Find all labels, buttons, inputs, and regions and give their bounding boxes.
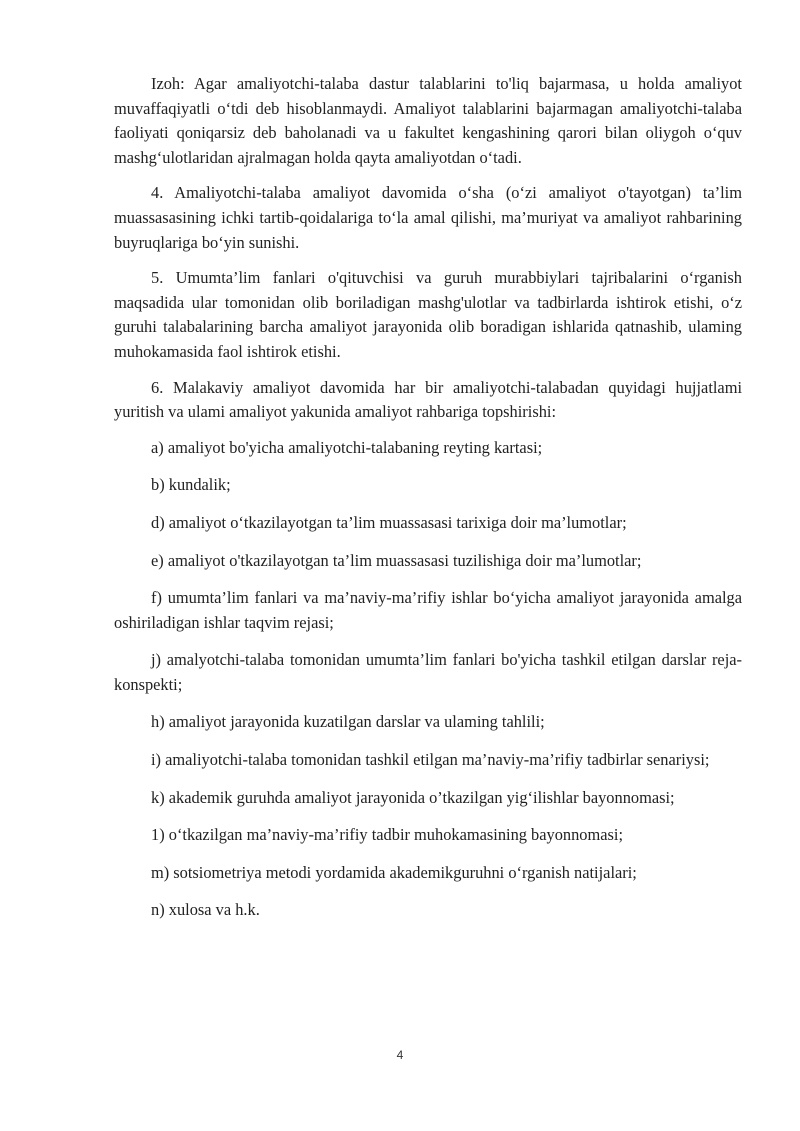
list-item-f: f) umumta’lim fanlari va ma’naviy-ma’rifiy ishlar bo‘yicha amaliyot jarayonida amalga oshiriladigan ishlar taqvim rejasi; — [114, 588, 742, 632]
list-item-m: m) sotsiometriya metodi yordamida akademikguruhni o‘rganish natijalari; — [151, 862, 637, 882]
document-page — [114, 72, 742, 936]
list-item-i: i) amaliyotchi-talaba tomonidan tashkil etilgan ma’naviy-ma’rifiy tadbirlar senariysi; — [151, 750, 710, 770]
page-number: 4 — [396, 1048, 404, 1062]
paragraph-4: 4. Amaliyotchi-talaba amaliyot davomida o‘sha (o‘zi amaliyot o'tayotgan) ta’lim muassasasining ichki tartib-qoidalariga to‘la amal qilishi, ma’muriyat va amaliyot rahbarining buyruqlariga bo‘yin sunishi. — [114, 183, 742, 252]
list-item-a: a) amaliyot bo'yicha amaliyotchi-talabaning reyting kartasi; — [151, 437, 543, 457]
note-paragraph: Izoh: Agar amaliyotchi-talaba dastur talablarini to'liq bajarmasa, u holda amaliyot muvaffaqiyatli o‘tdi deb hisoblanmaydi. Amaliyot talablarini bajarmagan amaliyotchi-talaba faoliyati qoniqarsiz deb baholanadi va u fakultet kengashining qarori bilan oliygoh o‘quv mashg‘ulotlaridan ajralmagan holda qayta amaliyotdan o‘tadi. — [114, 74, 742, 167]
list-item-d: d) amaliyot o‘tkazilayotgan ta’lim muassasasi tarixiga doir ma’lumotlar; — [151, 512, 627, 532]
list-item-j: j) amalyotchi-talaba tomonidan umumta’lim fanlari bo'yicha tashkil etilgan darslar reja-konspekti; — [114, 650, 742, 694]
list-item-h: h) amaliyot jarayonida kuzatilgan darslar va ulaming tahlili; — [151, 712, 545, 732]
list-item-e: e) amaliyot o'tkazilayotgan ta’lim muassasasi tuzilishiga doir ma’lumotlar; — [151, 550, 642, 570]
list-item-1: 1) o‘tkazilgan ma’naviy-ma’rifiy tadbir muhokamasining bayonnomasi; — [151, 825, 624, 845]
list-item-b: b) kundalik; — [151, 475, 231, 495]
paragraph-6: 6. Malakaviy amaliyot davomida har bir amaliyotchi-talabadan quyidagi hujjatlami yuritish va ulami amaliyot yakunida amaliyot rahbariga topshirishi: — [114, 377, 742, 422]
list-item-k: k) akademik guruhda amaliyot jarayonida o’tkazilgan yig‘ilishlar bayonnomasi; — [151, 787, 675, 807]
paragraph-5: 5. Umumta’lim fanlari o'qituvchisi va guruh murabbiylari tajribalarini o‘rganish maqsadida ular tomonidan olib boriladigan mashg'ulotlar va tadbirlarda ishtirok etishi, o‘z guruhi talabalarining barcha amaliyot jarayonida olib boradigan ishlarida qatnashib, ulaming muhokamasida faol ishtirok etishi. — [114, 268, 742, 361]
list-item-n: n) xulosa va h.k. — [151, 900, 260, 920]
